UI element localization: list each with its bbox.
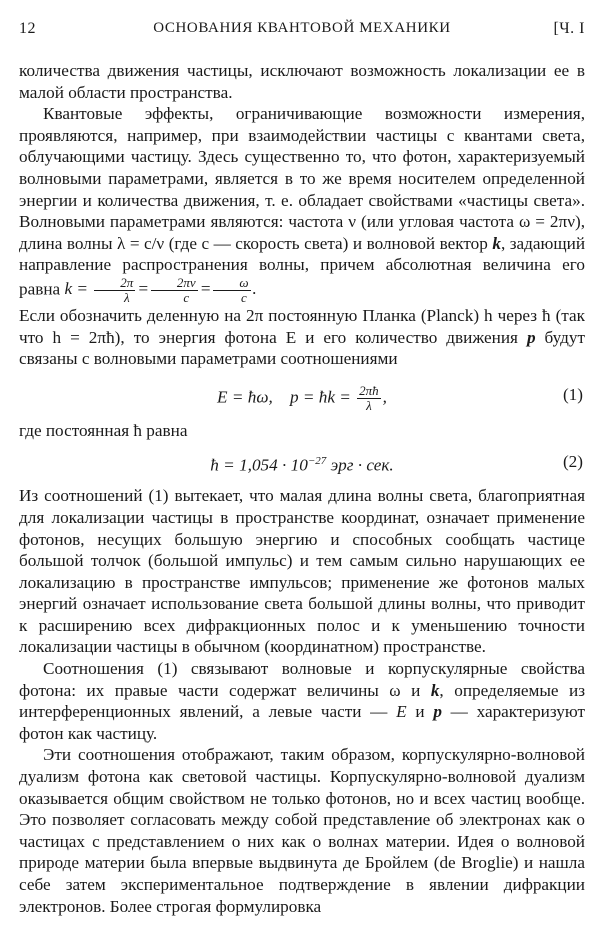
fraction-omega-c: $\frac{\omega}{c}$ [213,276,250,305]
fraction-2pinu-c: $\frac{2\pi\nu}{c}$ [151,276,198,305]
paragraph-3-text-a: Если обозначить деленную на 2π постоянную Планка (Planck) h через ħ (так что h = 2πħ), то энергия фотона E и его количество движения [19,305,585,347]
paragraph-6-text-c: характеризуют фотон как частицу. [19,702,586,743]
running-title: ОСНОВАНИЯ КВАНТОВОЙ МЕХАНИКИ [153,20,451,36]
paragraph-3 [19,305,585,370]
inline-formula-k: k = $\frac{2\pi}{\lambda}$ = $\frac{2\pi\nu}{c}$ = $\frac{\omega}{c}$ . [64,274,257,305]
chapter-label: [Ч. I [553,20,585,37]
text-body [19,60,585,917]
paragraph-4: где постоянная ħ равна [19,420,188,440]
symbol-p-vector-2: p [433,702,442,722]
paragraph-2-text-a: Квантовые эффекты, ограничивающие возможности измерения, проявляются, например, при взаимодействии частицы с квантами света, облучающими частицу. Здесь существенно то, что фотон, характеризуемый волновыми параметрами, является в то же время носителем определенной энергии и количества движения, т. е. обладает свойствами «частицы света». Волновыми параметрами являются: частота ν (или угловая частота ω = 2πν), длина волны λ = c/ν (где c — скорость света) и волновой вектор [19,104,585,253]
paragraph-5: Из соотношений (1) вытекает, что малая длина волны света, благоприятная для локализации частицы в пространстве координат, означает применение фотонов, несущих большую энергию и способных сообщать частице большой толчок (большой импульс) и тем самым сильно нарушающих ее локализацию в пространстве импульсов; применение же фотонов малых энергий означает использование света большой длины волны, что приводит к расширению всех дифракционных полос и к уменьшению точности локализации частицы в обычном (координатном) пространстве. [19,486,585,657]
fraction-2pihbar-lambda: $\frac{2\pi ħ}{\lambda}$ [359,382,379,413]
symbol-E: E [396,702,407,722]
paragraph-2-text-b: задающий направление распространения волны, причем абсолютная величина его равна [19,233,586,299]
symbol-p-vector: p [526,327,536,347]
paragraph-3-text-b: будут связаны с волновыми параметрами соотношениями [19,327,585,369]
paragraph-6: Соотношения (1) связывают волновые и корпускулярные свойства фотона: их правые части содержат величины ω и k, определяемые из интерференционных явлений, а левые части — E и p — характеризуют фотон как частицу. [19,659,586,743]
paragraph-1: количества движения частицы, исключают возможность локализации ее в малой области пространства. [19,61,585,102]
running-header [19,20,585,42]
equation-1-formula: E = ħω, p = ħk = $\frac{2\pi ħ}{\lambda}$ , [217,382,387,413]
page-number: 12 [19,20,36,37]
equation-2-formula: ħ = $1,054 \cdot 10^{-27}$ эрг · сек. [210,455,394,476]
paragraph-2: Квантовые эффекты, ограничивающие возможности измерения, проявляются, например, при взаимодействии частицы с квантами света, облучающими частицу. Здесь существенно то, что фотон, характеризуемый волновыми параметрами, является в то же время носителем определенной энергии и количества движения, т. е. обладает свойствами «частицы света». Волновыми параметрами являются: частота ν (или угловая частота ω = 2πν), длина волны λ = c/ν (где c — скорость света) и волновой вектор k, задающий направление распространения волны, причем абсолютная величина его равна k = $\frac{2\pi}{\lambda}$ = $\frac{2\pi\nu}{c}$ = $\frac{\omega}{c}$ . [19,104,586,305]
equation-2-number: (2) [562,452,583,472]
equation-2 [19,441,585,485]
symbol-k-vector-2: k [430,680,440,700]
fraction-2pi-lambda: $\frac{2\pi}{\lambda}$ [94,276,135,305]
paragraph-6-text-a: Соотношения (1) связывают волновые и корпускулярные свойства фотона: их правые части содержат величины ω и [19,659,585,700]
paragraph-6-text-b: определяемые из интерференционных явлений, а левые части — [19,680,586,722]
equation-1-number: (1) [562,384,583,404]
equation-1 [19,370,585,420]
symbol-k-vector: k [492,233,501,253]
paragraph-7: Эти соотношения отображают, таким образом, корпускулярно-волновой дуализм фотона как световой частицы. Корпускулярно-волновой дуализм оказывается общим свойством не только фотонов, но и всех частиц вообще. Это позволяет согласовать между собой представление об электронах как о частицах с представлением о них как о волнах материи. Идея о волновой природе материи была впервые выдвинута де Бройлем (de Broglie) и нашла себе затем экспериментальное подтверждение в явлении дифракции электронов. Более строгая формулировка [19,745,585,916]
